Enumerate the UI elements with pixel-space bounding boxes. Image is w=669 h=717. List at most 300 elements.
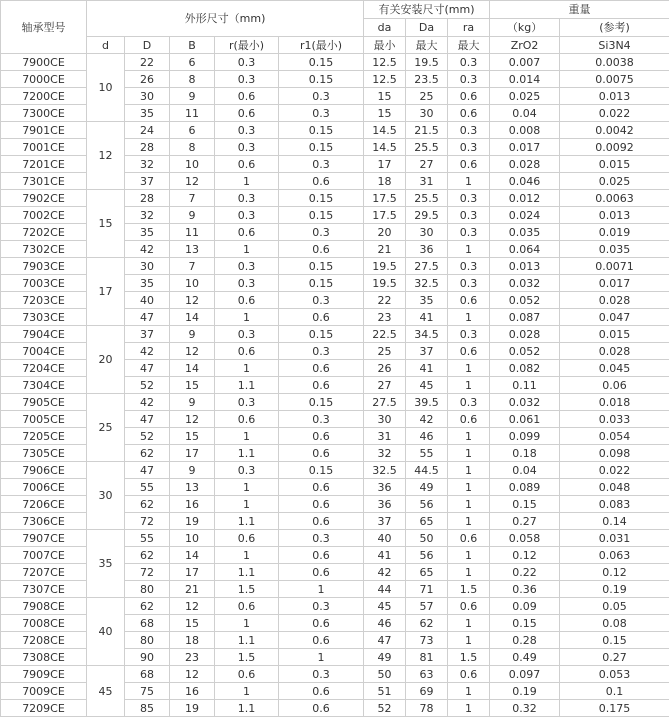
cell-r1: 0.15	[279, 275, 364, 292]
cell-zro2: 0.11	[490, 377, 560, 394]
cell-Da: 42	[406, 411, 448, 428]
cell-D: 47	[125, 360, 170, 377]
cell-zro2: 0.04	[490, 105, 560, 122]
cell-model: 7006CE	[1, 479, 87, 496]
cell-r1: 0.6	[279, 513, 364, 530]
table-row	[1, 598, 669, 615]
cell-Da: 78	[406, 700, 448, 717]
cell-D: 47	[125, 411, 170, 428]
cell-zro2: 0.22	[490, 564, 560, 581]
cell-D: 32	[125, 207, 170, 224]
cell-r1: 0.15	[279, 207, 364, 224]
cell-r: 0.3	[215, 122, 279, 139]
table-row	[1, 190, 669, 207]
header-model: 轴承型号	[1, 1, 87, 54]
header-r: r(最小)	[215, 37, 279, 54]
cell-zro2: 0.032	[490, 275, 560, 292]
cell-ra: 0.6	[448, 88, 490, 105]
cell-Da: 62	[406, 615, 448, 632]
cell-Da: 21.5	[406, 122, 448, 139]
cell-zro2: 0.014	[490, 71, 560, 88]
cell-r1: 0.6	[279, 173, 364, 190]
cell-zro2: 0.082	[490, 360, 560, 377]
cell-model: 7002CE	[1, 207, 87, 224]
cell-model: 7308CE	[1, 649, 87, 666]
cell-ra: 1	[448, 547, 490, 564]
cell-B: 12	[170, 666, 215, 683]
cell-ra: 1	[448, 462, 490, 479]
cell-ra: 0.3	[448, 326, 490, 343]
cell-zro2: 0.052	[490, 343, 560, 360]
cell-D: 28	[125, 190, 170, 207]
cell-D: 72	[125, 564, 170, 581]
cell-B: 6	[170, 122, 215, 139]
cell-Da: 19.5	[406, 54, 448, 71]
cell-da: 32.5	[364, 462, 406, 479]
cell-Da: 30	[406, 224, 448, 241]
cell-zro2: 0.025	[490, 88, 560, 105]
cell-B: 12	[170, 292, 215, 309]
cell-D: 72	[125, 513, 170, 530]
cell-B: 9	[170, 462, 215, 479]
cell-r1: 1	[279, 649, 364, 666]
cell-r: 0.6	[215, 224, 279, 241]
cell-r1: 0.3	[279, 598, 364, 615]
cell-model: 7206CE	[1, 496, 87, 513]
cell-da: 21	[364, 241, 406, 258]
cell-B: 23	[170, 649, 215, 666]
cell-D: 35	[125, 105, 170, 122]
cell-ra: 0.3	[448, 275, 490, 292]
cell-bore-d: 20	[87, 326, 125, 394]
cell-da: 51	[364, 683, 406, 700]
cell-zro2: 0.058	[490, 530, 560, 547]
cell-r: 1	[215, 615, 279, 632]
cell-model: 7909CE	[1, 666, 87, 683]
cell-r: 1.1	[215, 445, 279, 462]
cell-zro2: 0.032	[490, 394, 560, 411]
cell-da: 44	[364, 581, 406, 598]
cell-r1: 0.15	[279, 139, 364, 156]
cell-D: 62	[125, 445, 170, 462]
cell-Da: 81	[406, 649, 448, 666]
cell-si3n4: 0.063	[560, 547, 669, 564]
cell-Da: 39.5	[406, 394, 448, 411]
cell-B: 10	[170, 156, 215, 173]
cell-r1: 0.15	[279, 326, 364, 343]
cell-model: 7001CE	[1, 139, 87, 156]
cell-ra: 1	[448, 564, 490, 581]
cell-r: 1	[215, 309, 279, 326]
cell-ra: 1	[448, 428, 490, 445]
cell-model: 7306CE	[1, 513, 87, 530]
cell-r: 0.6	[215, 598, 279, 615]
header-weight: 重量	[490, 1, 669, 19]
header-si3n4: Si3N4	[560, 37, 669, 54]
cell-r: 0.6	[215, 411, 279, 428]
cell-zro2: 0.097	[490, 666, 560, 683]
cell-si3n4: 0.1	[560, 683, 669, 700]
cell-Da: 31	[406, 173, 448, 190]
cell-ra: 0.3	[448, 224, 490, 241]
header-Da: Da	[406, 19, 448, 37]
cell-r: 1	[215, 496, 279, 513]
cell-si3n4: 0.028	[560, 292, 669, 309]
cell-B: 21	[170, 581, 215, 598]
cell-r: 0.3	[215, 326, 279, 343]
cell-ra: 0.6	[448, 666, 490, 683]
table-row	[1, 54, 669, 71]
header-ra-max: 最大	[448, 37, 490, 54]
cell-zro2: 0.12	[490, 547, 560, 564]
cell-r1: 0.6	[279, 632, 364, 649]
cell-da: 31	[364, 428, 406, 445]
cell-r1: 0.6	[279, 241, 364, 258]
cell-ra: 0.3	[448, 258, 490, 275]
cell-B: 15	[170, 615, 215, 632]
cell-Da: 23.5	[406, 71, 448, 88]
cell-da: 15	[364, 88, 406, 105]
cell-da: 22	[364, 292, 406, 309]
cell-si3n4: 0.035	[560, 241, 669, 258]
cell-zro2: 0.089	[490, 479, 560, 496]
cell-ra: 1	[448, 683, 490, 700]
cell-D: 22	[125, 54, 170, 71]
cell-Da: 57	[406, 598, 448, 615]
cell-model: 7305CE	[1, 445, 87, 462]
cell-r1: 1	[279, 581, 364, 598]
cell-bore-d: 30	[87, 462, 125, 530]
header-install: 有关安装尺寸(mm)	[364, 1, 490, 19]
header-B: B	[170, 37, 215, 54]
cell-r1: 0.15	[279, 54, 364, 71]
cell-B: 10	[170, 530, 215, 547]
cell-zro2: 0.017	[490, 139, 560, 156]
cell-si3n4: 0.0042	[560, 122, 669, 139]
cell-zro2: 0.36	[490, 581, 560, 598]
cell-r1: 0.3	[279, 666, 364, 683]
cell-Da: 37	[406, 343, 448, 360]
cell-da: 23	[364, 309, 406, 326]
cell-da: 52	[364, 700, 406, 717]
cell-model: 7302CE	[1, 241, 87, 258]
cell-da: 30	[364, 411, 406, 428]
cell-ra: 1	[448, 615, 490, 632]
cell-zro2: 0.061	[490, 411, 560, 428]
cell-si3n4: 0.015	[560, 156, 669, 173]
cell-D: 62	[125, 547, 170, 564]
cell-da: 17	[364, 156, 406, 173]
cell-r1: 0.6	[279, 564, 364, 581]
cell-zro2: 0.012	[490, 190, 560, 207]
cell-model: 7906CE	[1, 462, 87, 479]
cell-bore-d: 15	[87, 190, 125, 258]
cell-da: 27	[364, 377, 406, 394]
cell-da: 47	[364, 632, 406, 649]
cell-zro2: 0.087	[490, 309, 560, 326]
cell-model: 7208CE	[1, 632, 87, 649]
cell-r: 1	[215, 428, 279, 445]
cell-r1: 0.6	[279, 700, 364, 717]
cell-si3n4: 0.018	[560, 394, 669, 411]
cell-ra: 0.3	[448, 207, 490, 224]
cell-model: 7201CE	[1, 156, 87, 173]
cell-si3n4: 0.045	[560, 360, 669, 377]
cell-ra: 0.3	[448, 122, 490, 139]
cell-r: 0.6	[215, 292, 279, 309]
cell-zro2: 0.008	[490, 122, 560, 139]
cell-si3n4: 0.06	[560, 377, 669, 394]
cell-r1: 0.3	[279, 88, 364, 105]
cell-da: 26	[364, 360, 406, 377]
cell-ra: 1	[448, 700, 490, 717]
cell-r1: 0.6	[279, 360, 364, 377]
cell-da: 17.5	[364, 207, 406, 224]
cell-Da: 27.5	[406, 258, 448, 275]
cell-bore-d: 25	[87, 394, 125, 462]
header-ra: ra	[448, 19, 490, 37]
cell-da: 19.5	[364, 258, 406, 275]
cell-Da: 71	[406, 581, 448, 598]
cell-ra: 1	[448, 360, 490, 377]
cell-model: 7304CE	[1, 377, 87, 394]
cell-zro2: 0.007	[490, 54, 560, 71]
cell-si3n4: 0.031	[560, 530, 669, 547]
cell-zro2: 0.15	[490, 615, 560, 632]
cell-zro2: 0.064	[490, 241, 560, 258]
cell-Da: 44.5	[406, 462, 448, 479]
cell-si3n4: 0.053	[560, 666, 669, 683]
cell-r: 1	[215, 360, 279, 377]
cell-D: 62	[125, 496, 170, 513]
cell-r1: 0.6	[279, 683, 364, 700]
cell-bore-d: 12	[87, 122, 125, 190]
cell-da: 46	[364, 615, 406, 632]
cell-D: 47	[125, 309, 170, 326]
cell-ra: 1	[448, 445, 490, 462]
table-row	[1, 530, 669, 547]
cell-D: 42	[125, 241, 170, 258]
cell-si3n4: 0.0038	[560, 54, 669, 71]
cell-D: 68	[125, 666, 170, 683]
cell-r: 1	[215, 241, 279, 258]
cell-D: 30	[125, 88, 170, 105]
table-row	[1, 326, 669, 343]
cell-ra: 0.3	[448, 139, 490, 156]
cell-D: 32	[125, 156, 170, 173]
cell-model: 7009CE	[1, 683, 87, 700]
cell-bore-d: 10	[87, 54, 125, 122]
cell-r: 0.3	[215, 190, 279, 207]
cell-r1: 0.15	[279, 462, 364, 479]
cell-r1: 0.3	[279, 224, 364, 241]
cell-D: 55	[125, 530, 170, 547]
cell-model: 7908CE	[1, 598, 87, 615]
cell-B: 16	[170, 496, 215, 513]
cell-da: 40	[364, 530, 406, 547]
cell-r: 0.3	[215, 394, 279, 411]
cell-ra: 0.6	[448, 292, 490, 309]
cell-r1: 0.6	[279, 428, 364, 445]
cell-Da: 32.5	[406, 275, 448, 292]
header-weight-unit: （kg）	[490, 19, 560, 37]
cell-si3n4: 0.0071	[560, 258, 669, 275]
cell-D: 35	[125, 224, 170, 241]
cell-si3n4: 0.27	[560, 649, 669, 666]
cell-B: 8	[170, 139, 215, 156]
cell-zro2: 0.09	[490, 598, 560, 615]
cell-si3n4: 0.017	[560, 275, 669, 292]
cell-B: 17	[170, 564, 215, 581]
cell-B: 12	[170, 173, 215, 190]
cell-ra: 0.3	[448, 54, 490, 71]
cell-B: 6	[170, 54, 215, 71]
cell-r1: 0.6	[279, 377, 364, 394]
cell-r: 0.3	[215, 258, 279, 275]
cell-r1: 0.15	[279, 71, 364, 88]
cell-r: 1	[215, 547, 279, 564]
cell-Da: 25	[406, 88, 448, 105]
cell-da: 36	[364, 479, 406, 496]
cell-si3n4: 0.05	[560, 598, 669, 615]
cell-si3n4: 0.0092	[560, 139, 669, 156]
cell-D: 85	[125, 700, 170, 717]
cell-si3n4: 0.0075	[560, 71, 669, 88]
cell-model: 7202CE	[1, 224, 87, 241]
cell-r1: 0.15	[279, 394, 364, 411]
cell-da: 49	[364, 649, 406, 666]
header-Da-max: 最大	[406, 37, 448, 54]
cell-si3n4: 0.015	[560, 326, 669, 343]
header-dimensions: 外形尺寸（mm)	[87, 1, 364, 37]
cell-D: 47	[125, 462, 170, 479]
cell-r: 0.3	[215, 54, 279, 71]
cell-zro2: 0.024	[490, 207, 560, 224]
cell-r1: 0.6	[279, 309, 364, 326]
cell-D: 24	[125, 122, 170, 139]
cell-Da: 69	[406, 683, 448, 700]
cell-da: 17.5	[364, 190, 406, 207]
cell-si3n4: 0.14	[560, 513, 669, 530]
cell-ra: 1	[448, 309, 490, 326]
cell-da: 50	[364, 666, 406, 683]
cell-Da: 63	[406, 666, 448, 683]
cell-r: 1.1	[215, 377, 279, 394]
cell-r: 0.3	[215, 139, 279, 156]
cell-B: 14	[170, 547, 215, 564]
cell-zro2: 0.028	[490, 326, 560, 343]
cell-D: 37	[125, 173, 170, 190]
cell-D: 62	[125, 598, 170, 615]
cell-r: 1.1	[215, 513, 279, 530]
cell-D: 80	[125, 632, 170, 649]
cell-ra: 1.5	[448, 581, 490, 598]
header-zro2: ZrO2	[490, 37, 560, 54]
cell-model: 7907CE	[1, 530, 87, 547]
cell-Da: 73	[406, 632, 448, 649]
cell-Da: 35	[406, 292, 448, 309]
cell-da: 19.5	[364, 275, 406, 292]
cell-Da: 25.5	[406, 139, 448, 156]
cell-zro2: 0.49	[490, 649, 560, 666]
cell-model: 7901CE	[1, 122, 87, 139]
cell-model: 7007CE	[1, 547, 87, 564]
cell-D: 42	[125, 343, 170, 360]
cell-r: 0.6	[215, 156, 279, 173]
cell-zro2: 0.15	[490, 496, 560, 513]
table-row	[1, 258, 669, 275]
cell-model: 7900CE	[1, 54, 87, 71]
cell-ra: 0.3	[448, 71, 490, 88]
cell-D: 30	[125, 258, 170, 275]
cell-Da: 56	[406, 547, 448, 564]
cell-zro2: 0.035	[490, 224, 560, 241]
cell-bore-d: 45	[87, 666, 125, 717]
cell-B: 12	[170, 343, 215, 360]
cell-Da: 49	[406, 479, 448, 496]
cell-B: 10	[170, 275, 215, 292]
cell-ra: 1	[448, 632, 490, 649]
cell-bore-d: 17	[87, 258, 125, 326]
cell-B: 9	[170, 326, 215, 343]
cell-ra: 0.6	[448, 598, 490, 615]
cell-r1: 0.3	[279, 411, 364, 428]
cell-zro2: 0.28	[490, 632, 560, 649]
cell-B: 7	[170, 258, 215, 275]
cell-model: 7300CE	[1, 105, 87, 122]
cell-si3n4: 0.08	[560, 615, 669, 632]
cell-r: 0.3	[215, 71, 279, 88]
cell-r1: 0.3	[279, 292, 364, 309]
table-row	[1, 394, 669, 411]
cell-da: 25	[364, 343, 406, 360]
cell-model: 7303CE	[1, 309, 87, 326]
cell-r: 0.6	[215, 530, 279, 547]
cell-r: 1.1	[215, 632, 279, 649]
cell-zro2: 0.32	[490, 700, 560, 717]
cell-zro2: 0.028	[490, 156, 560, 173]
cell-Da: 41	[406, 309, 448, 326]
cell-ra: 0.6	[448, 411, 490, 428]
cell-zro2: 0.052	[490, 292, 560, 309]
cell-model: 7903CE	[1, 258, 87, 275]
cell-B: 12	[170, 598, 215, 615]
cell-B: 9	[170, 394, 215, 411]
cell-da: 18	[364, 173, 406, 190]
cell-Da: 45	[406, 377, 448, 394]
cell-B: 7	[170, 190, 215, 207]
cell-da: 27.5	[364, 394, 406, 411]
cell-ra: 1	[448, 377, 490, 394]
cell-r: 1	[215, 683, 279, 700]
cell-r: 1	[215, 479, 279, 496]
cell-r: 0.6	[215, 666, 279, 683]
cell-zro2: 0.27	[490, 513, 560, 530]
cell-model: 7207CE	[1, 564, 87, 581]
table-row	[1, 462, 669, 479]
cell-bore-d: 35	[87, 530, 125, 598]
cell-D: 26	[125, 71, 170, 88]
cell-r: 0.3	[215, 207, 279, 224]
cell-r1: 0.3	[279, 343, 364, 360]
cell-r1: 0.3	[279, 105, 364, 122]
cell-r1: 0.3	[279, 530, 364, 547]
cell-r1: 0.6	[279, 445, 364, 462]
cell-ra: 1	[448, 496, 490, 513]
cell-da: 22.5	[364, 326, 406, 343]
cell-B: 14	[170, 360, 215, 377]
cell-da: 14.5	[364, 139, 406, 156]
